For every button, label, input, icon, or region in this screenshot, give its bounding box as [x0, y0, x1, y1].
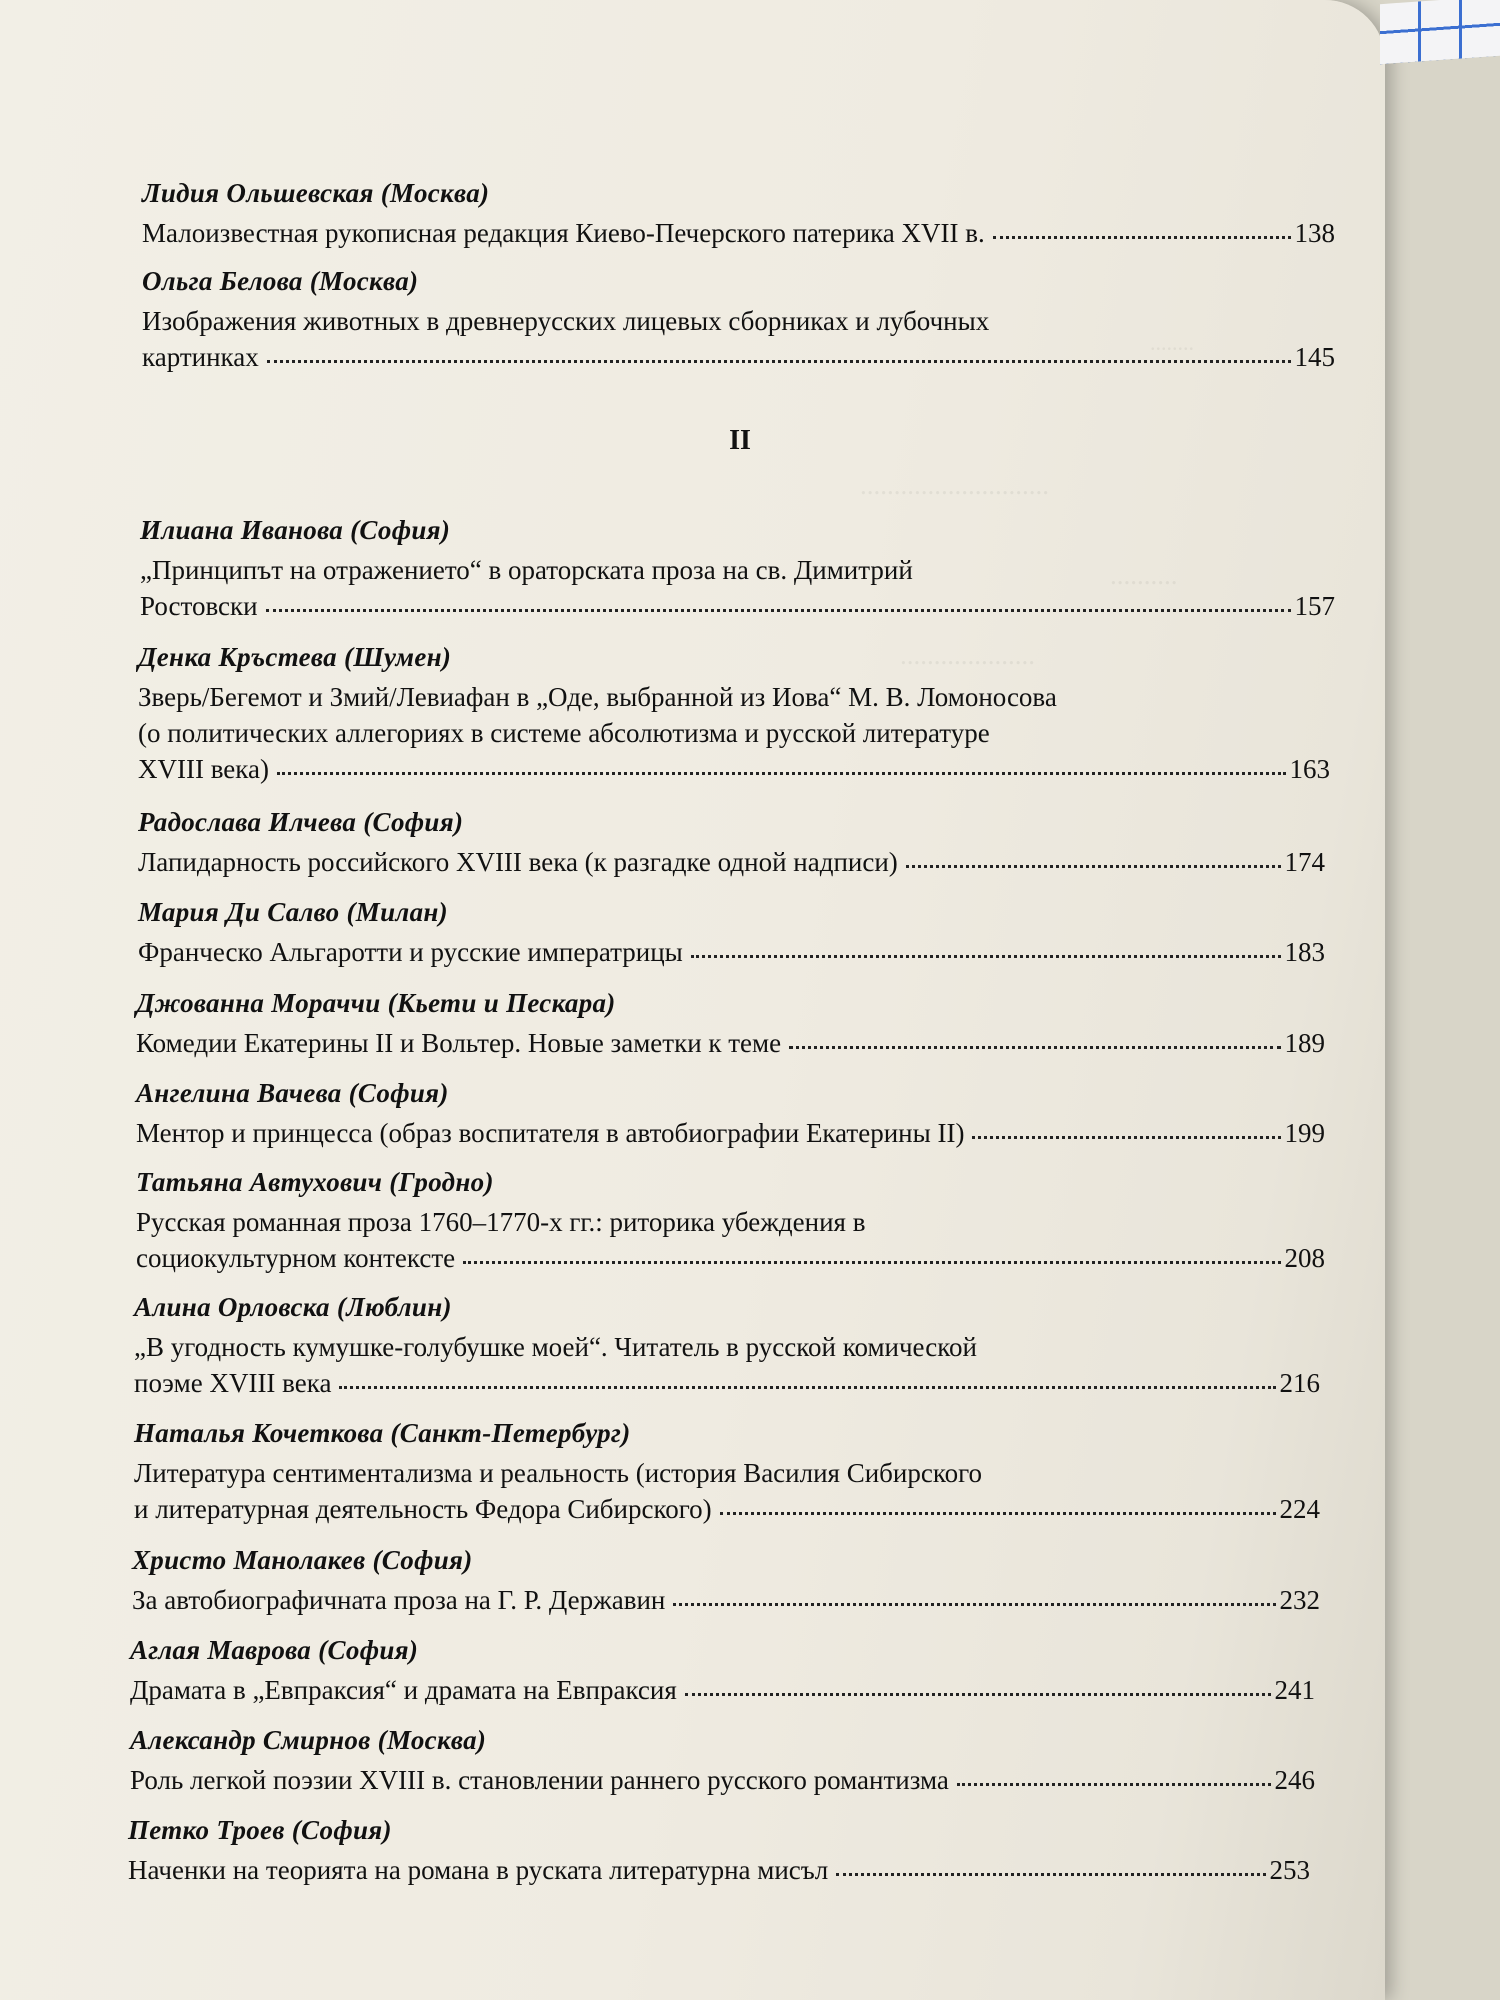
page-number: 183 — [1284, 937, 1325, 967]
dot-leader — [267, 356, 1291, 363]
page-number: 174 — [1284, 847, 1325, 877]
page-number: 208 — [1284, 1243, 1325, 1273]
entry-title-last-line — [130, 1762, 1315, 1798]
toc-entry — [136, 988, 1325, 1061]
entry-author: Аглая Маврова (София) — [130, 1635, 419, 1665]
entry-author: Александр Смирнов (Москва) — [130, 1725, 487, 1755]
toc-entry — [136, 1167, 1325, 1276]
page-number: 138 — [1294, 218, 1335, 248]
show-through-text: .......... — [1110, 560, 1178, 590]
entry-title-text: Ментор и принцесса (образ воспитателя в автобиографии Екатерины II) — [136, 1118, 965, 1148]
entry-title-text: поэме XVIII века — [134, 1368, 332, 1398]
dot-leader — [266, 605, 1291, 612]
page-number: 241 — [1274, 1675, 1315, 1705]
entry-title-text: За автобиографичната проза на Г. Р. Державин — [132, 1585, 666, 1615]
page-number: 189 — [1284, 1028, 1325, 1058]
entry-author: Радослава Илчева (София) — [138, 807, 464, 837]
entry-title-text: Франческо Альгаротти и русские императрицы — [138, 937, 683, 967]
dot-leader — [957, 1779, 1271, 1786]
entry-title-last-line — [136, 1240, 1325, 1276]
entry-title-text: XVIII века) — [138, 754, 269, 784]
page-number: 145 — [1294, 342, 1335, 372]
entry-author: Петко Троев (София) — [128, 1815, 392, 1845]
toc-entry — [140, 515, 1335, 624]
entry-title-last-line — [136, 1025, 1325, 1061]
toc-entry — [132, 1545, 1320, 1618]
dot-leader — [836, 1869, 1265, 1876]
show-through-text: ........ — [1150, 330, 1194, 355]
entry-author: Наталья Кочеткова (Санкт-Петербург) — [134, 1418, 631, 1448]
toc-entry — [142, 266, 1335, 375]
page-number: 253 — [1269, 1855, 1310, 1885]
dot-leader — [993, 232, 1291, 239]
toc-entry — [130, 1725, 1315, 1798]
entry-title-last-line — [142, 339, 1335, 375]
dot-leader — [277, 768, 1286, 775]
page-number: 199 — [1284, 1118, 1325, 1148]
entry-title-text: Лапидарность российского XVIII века (к разгадке одной надписи) — [138, 847, 898, 877]
entry-author: Христо Манолакев (София) — [132, 1545, 473, 1575]
entry-author: Мария Ди Салво (Милан) — [138, 897, 448, 927]
page-number: 246 — [1274, 1765, 1315, 1795]
entry-title-line: Литература сентиментализма и реальность (история Василия Сибирского — [134, 1458, 982, 1488]
entry-title-last-line — [128, 1852, 1310, 1888]
entry-title-last-line — [136, 1115, 1325, 1151]
dot-leader — [339, 1382, 1275, 1389]
entry-author: Ангелина Вачева (София) — [136, 1078, 449, 1108]
entry-author: Татьяна Автухович (Гродно) — [136, 1167, 494, 1197]
entry-title-text: картинках — [142, 342, 259, 372]
entry-title-text: Роль легкой поэзии XVIII в. становлении раннего русского романтизма — [130, 1765, 949, 1795]
entry-title-last-line — [134, 1491, 1320, 1527]
entry-author: Илиана Иванова (София) — [140, 515, 451, 545]
dot-leader — [673, 1599, 1275, 1606]
entry-title-text: социокультурном контексте — [136, 1243, 456, 1273]
dot-leader — [972, 1132, 1280, 1139]
entry-title-last-line — [132, 1582, 1320, 1618]
dot-leader — [463, 1257, 1280, 1264]
entry-title-line: Русская романная проза 1760–1770-х гг.: риторика убеждения в — [136, 1207, 866, 1237]
entry-title-line: „Принципът на отражението“ в ораторската проза на св. Димитрий — [140, 555, 913, 585]
toc-entry — [138, 642, 1330, 787]
page-number: 163 — [1289, 754, 1330, 784]
entry-author: Лидия Ольшевская (Москва) — [142, 178, 490, 208]
toc-entry — [134, 1292, 1320, 1401]
toc-entry — [134, 1418, 1320, 1527]
graph-paper-corner — [1380, 0, 1500, 64]
entry-title-text: Драмата в „Евпраксия“ и драмата на Евпраксия — [130, 1675, 677, 1705]
entry-title-last-line — [142, 215, 1335, 251]
entry-title-line: Зверь/Бегемот и Змий/Левиафан в „Оде, выбранной из Иова“ М. В. Ломоносова — [138, 682, 1057, 712]
entry-title-line: (о политических аллегориях в системе абсолютизма и русской литературе — [138, 718, 990, 748]
toc-entry — [130, 1635, 1315, 1708]
dot-leader — [720, 1508, 1276, 1515]
toc-entry — [142, 178, 1335, 251]
page-number: 232 — [1279, 1585, 1320, 1615]
entry-title-last-line — [130, 1672, 1315, 1708]
entry-title-line: Изображения животных в древнерусских лицевых сборниках и лубочных — [142, 306, 990, 336]
page-number: 157 — [1294, 591, 1335, 621]
dot-leader — [789, 1042, 1280, 1049]
entry-title-last-line — [138, 751, 1330, 787]
section-heading: II — [729, 425, 751, 456]
entry-title-last-line — [138, 934, 1325, 970]
entry-title-text: Ростовски — [140, 591, 258, 621]
toc-entry — [138, 897, 1325, 970]
dot-leader — [685, 1689, 1271, 1696]
entry-title-text: Наченки на теорията на романа в руската литературна мисъл — [128, 1855, 829, 1885]
show-through-text: ............................ — [860, 470, 1049, 500]
entry-title-text: Малоизвестная рукописная редакция Киево-Печерского патерика XVII в. — [142, 218, 985, 248]
entry-title-text: и литературная деятельность Федора Сибирского) — [134, 1494, 712, 1524]
entry-title-line: „В угодность кумушке-голубушке моей“. Читатель в русской комической — [134, 1332, 977, 1362]
entry-title-last-line — [134, 1365, 1320, 1401]
entry-author: Денка Кръстева (Шумен) — [138, 642, 452, 672]
toc-entry — [138, 807, 1325, 880]
entry-author: Джованна Мораччи (Кьети и Пескара) — [136, 988, 616, 1018]
page-number: 216 — [1279, 1368, 1320, 1398]
dot-leader — [691, 951, 1281, 958]
toc-entry — [128, 1815, 1310, 1888]
entry-author: Ольга Белова (Москва) — [142, 266, 419, 296]
entry-title-last-line — [138, 844, 1325, 880]
entry-title-text: Комедии Екатерины II и Вольтер. Новые заметки к теме — [136, 1028, 782, 1058]
entry-title-last-line — [140, 588, 1335, 624]
show-through-text: .................... — [900, 640, 1035, 670]
dot-leader — [906, 861, 1281, 868]
entry-author: Алина Орловска (Люблин) — [134, 1292, 452, 1322]
toc-entry — [136, 1078, 1325, 1151]
page-number: 224 — [1279, 1494, 1320, 1524]
